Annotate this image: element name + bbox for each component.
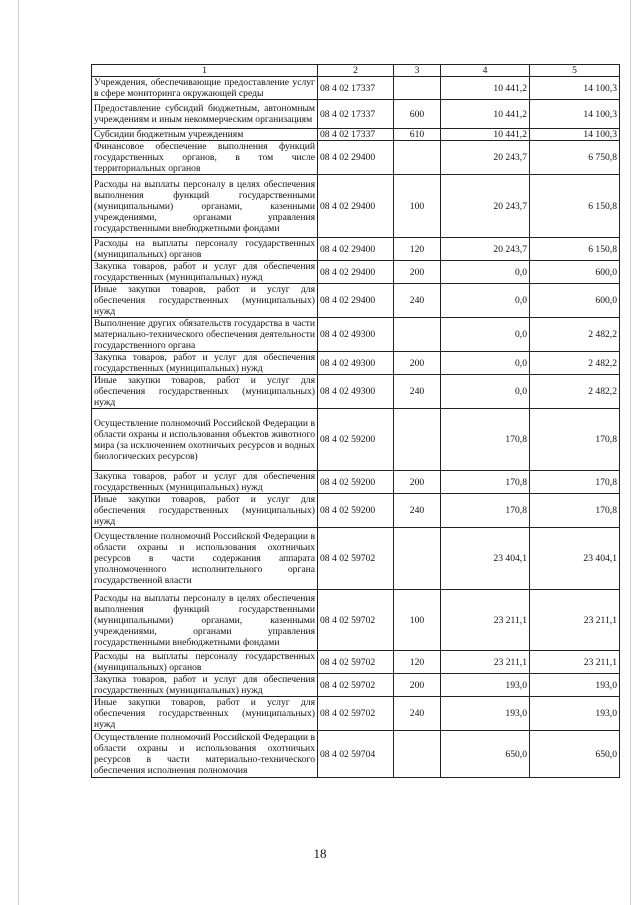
row-value1-cell: 650,0: [441, 731, 530, 778]
row-name-cell: Осуществление полномочий Российской Федерации в области охраны и использования охотничьих ресурсов в части материально-технического обеспечения исполнения полномочия: [92, 731, 318, 778]
row-value2-cell: 23 211,1: [530, 590, 620, 651]
row-value1-cell: 0,0: [441, 318, 530, 352]
row-value1-cell: 23 211,1: [441, 651, 530, 674]
header-col-2: 2: [318, 65, 394, 77]
table-row: [92, 318, 620, 352]
row-kvr-cell: [394, 318, 441, 352]
row-code-cell: 08 4 02 59704: [318, 731, 394, 778]
row-kvr-cell: 120: [394, 238, 441, 261]
header-col-3: 3: [394, 65, 441, 77]
row-value2-cell: 14 100,3: [530, 100, 620, 129]
row-value2-cell: 600,0: [530, 284, 620, 318]
row-value1-cell: 0,0: [441, 352, 530, 375]
row-code-cell: 08 4 02 59200: [318, 409, 394, 471]
row-value2-cell: 650,0: [530, 731, 620, 778]
row-value2-cell: 170,8: [530, 409, 620, 471]
table-body: [92, 77, 620, 778]
scan-edge-right: [630, 0, 631, 905]
row-value2-cell: 2 482,2: [530, 352, 620, 375]
table-row: [92, 261, 620, 284]
row-name-cell: Расходы на выплаты персоналу в целях обеспечения выполнения функций государственными (муниципальными) органами, казенными учреждениями, органами управления государственными внебюджетными фондами: [92, 590, 318, 651]
row-kvr-cell: 200: [394, 471, 441, 494]
row-code-cell: 08 4 02 59702: [318, 651, 394, 674]
table-row: [92, 175, 620, 238]
row-kvr-cell: [394, 409, 441, 471]
row-name-cell: Осуществление полномочий Российской Федерации в области охраны и использования охотничьих ресурсов в части содержания аппарата уполномоченного исполнительного органа государственной власти: [92, 528, 318, 590]
row-value1-cell: 0,0: [441, 284, 530, 318]
row-name-cell: Закупка товаров, работ и услуг для обеспечения государственных (муниципальных) нужд: [92, 261, 318, 284]
row-value2-cell: 2 482,2: [530, 318, 620, 352]
table-row: [92, 129, 620, 141]
table-row: [92, 731, 620, 778]
row-name-cell: Предоставление субсидий бюджетным, автономным учреждениям и иным некоммерческим организациям: [92, 100, 318, 129]
row-value2-cell: 193,0: [530, 674, 620, 697]
table-row: [92, 674, 620, 697]
row-value1-cell: 0,0: [441, 261, 530, 284]
row-kvr-cell: 200: [394, 674, 441, 697]
row-name-cell: Иные закупки товаров, работ и услуг для обеспечения государственных (муниципальных) нужд: [92, 375, 318, 409]
row-code-cell: 08 4 02 59200: [318, 471, 394, 494]
row-value1-cell: 170,8: [441, 409, 530, 471]
row-kvr-cell: 240: [394, 284, 441, 318]
row-kvr-cell: 600: [394, 100, 441, 129]
row-name-cell: Закупка товаров, работ и услуг для обеспечения государственных (муниципальных) нужд: [92, 471, 318, 494]
row-value1-cell: 23 211,1: [441, 590, 530, 651]
row-value2-cell: 6 150,8: [530, 238, 620, 261]
row-value1-cell: 193,0: [441, 674, 530, 697]
header-col-5: 5: [530, 65, 620, 77]
row-code-cell: 08 4 02 29400: [318, 175, 394, 238]
row-value1-cell: 10 441,2: [441, 100, 530, 129]
row-kvr-cell: 240: [394, 375, 441, 409]
row-value2-cell: 14 100,3: [530, 77, 620, 100]
row-name-cell: Выполнение других обязательств государства в части материально-технического обеспечения деятельности государственного органа: [92, 318, 318, 352]
table-header: [92, 65, 620, 77]
row-value2-cell: 14 100,3: [530, 129, 620, 141]
row-name-cell: Расходы на выплаты персоналу государственных (муниципальных) органов: [92, 651, 318, 674]
row-code-cell: 08 4 02 29400: [318, 238, 394, 261]
table-row: [92, 77, 620, 100]
table-row: [92, 375, 620, 409]
row-code-cell: 08 4 02 17337: [318, 100, 394, 129]
row-value2-cell: 193,0: [530, 697, 620, 731]
row-code-cell: 08 4 02 59702: [318, 697, 394, 731]
row-value1-cell: 0,0: [441, 375, 530, 409]
row-value1-cell: 20 243,7: [441, 141, 530, 175]
table-row: [92, 697, 620, 731]
row-value2-cell: 170,8: [530, 471, 620, 494]
row-value1-cell: 10 441,2: [441, 77, 530, 100]
row-value2-cell: 600,0: [530, 261, 620, 284]
row-name-cell: Субсидии бюджетным учреждениям: [92, 129, 318, 141]
row-value1-cell: 193,0: [441, 697, 530, 731]
row-name-cell: Расходы на выплаты персоналу государственных (муниципальных) органов: [92, 238, 318, 261]
table-row: [92, 141, 620, 175]
row-kvr-cell: 240: [394, 697, 441, 731]
row-code-cell: 08 4 02 17337: [318, 129, 394, 141]
row-kvr-cell: [394, 77, 441, 100]
table-row: [92, 284, 620, 318]
scan-edge-left: [18, 0, 19, 905]
table-row: [92, 238, 620, 261]
row-code-cell: 08 4 02 29400: [318, 141, 394, 175]
row-kvr-cell: 200: [394, 261, 441, 284]
row-kvr-cell: [394, 731, 441, 778]
row-code-cell: 08 4 02 49300: [318, 352, 394, 375]
row-name-cell: Иные закупки товаров, работ и услуг для обеспечения государственных (муниципальных) нужд: [92, 494, 318, 528]
row-name-cell: Закупка товаров, работ и услуг для обеспечения государственных (муниципальных) нужд: [92, 674, 318, 697]
row-code-cell: 08 4 02 17337: [318, 77, 394, 100]
row-kvr-cell: 610: [394, 129, 441, 141]
row-kvr-cell: 100: [394, 590, 441, 651]
row-value2-cell: 6 150,8: [530, 175, 620, 238]
row-value2-cell: 170,8: [530, 494, 620, 528]
row-code-cell: 08 4 02 49300: [318, 375, 394, 409]
row-code-cell: 08 4 02 49300: [318, 318, 394, 352]
table-row: [92, 494, 620, 528]
row-kvr-cell: 100: [394, 175, 441, 238]
row-name-cell: Финансовое обеспечение выполнения функций государственных органов, в том числе территориальных органов: [92, 141, 318, 175]
row-kvr-cell: [394, 528, 441, 590]
row-value1-cell: 170,8: [441, 471, 530, 494]
table-row: [92, 651, 620, 674]
row-code-cell: 08 4 02 59702: [318, 528, 394, 590]
table-row: [92, 528, 620, 590]
row-code-cell: 08 4 02 59702: [318, 590, 394, 651]
budget-table: [91, 64, 620, 778]
row-value2-cell: 23 404,1: [530, 528, 620, 590]
row-kvr-cell: 200: [394, 352, 441, 375]
row-value1-cell: 20 243,7: [441, 238, 530, 261]
header-col-4: 4: [441, 65, 530, 77]
row-name-cell: Закупка товаров, работ и услуг для обеспечения государственных (муниципальных) нужд: [92, 352, 318, 375]
page-number: 18: [313, 846, 327, 861]
row-value1-cell: 10 441,2: [441, 129, 530, 141]
table-row: [92, 590, 620, 651]
row-name-cell: Иные закупки товаров, работ и услуг для обеспечения государственных (муниципальных) нужд: [92, 697, 318, 731]
row-name-cell: Осуществление полномочий Российской Федерации в области охраны и использования объектов животного мира (за исключением охотничьих ресурсов и водных биологических ресурсов): [92, 409, 318, 471]
row-code-cell: 08 4 02 29400: [318, 261, 394, 284]
row-value2-cell: 2 482,2: [530, 375, 620, 409]
table-row: [92, 409, 620, 471]
table-row: [92, 471, 620, 494]
table-row: [92, 352, 620, 375]
row-code-cell: 08 4 02 59200: [318, 494, 394, 528]
table-row: [92, 100, 620, 129]
row-value2-cell: 23 211,1: [530, 651, 620, 674]
header-col-1: 1: [92, 65, 318, 77]
row-code-cell: 08 4 02 29400: [318, 284, 394, 318]
row-value2-cell: 6 750,8: [530, 141, 620, 175]
row-code-cell: 08 4 02 59702: [318, 674, 394, 697]
row-value1-cell: 20 243,7: [441, 175, 530, 238]
row-name-cell: Расходы на выплаты персоналу в целях обеспечения выполнения функций государственными (муниципальными) органами, казенными учреждениями, органами управления государственными внебюджетными фондами: [92, 175, 318, 238]
row-value1-cell: 170,8: [441, 494, 530, 528]
row-kvr-cell: 240: [394, 494, 441, 528]
row-value1-cell: 23 404,1: [441, 528, 530, 590]
header-row: [92, 65, 620, 77]
row-kvr-cell: [394, 141, 441, 175]
row-name-cell: Иные закупки товаров, работ и услуг для обеспечения государственных (муниципальных) нужд: [92, 284, 318, 318]
row-kvr-cell: 120: [394, 651, 441, 674]
row-name-cell: Учреждения, обеспечивающие предоставление услуг в сфере мониторинга окружающей среды: [92, 77, 318, 100]
